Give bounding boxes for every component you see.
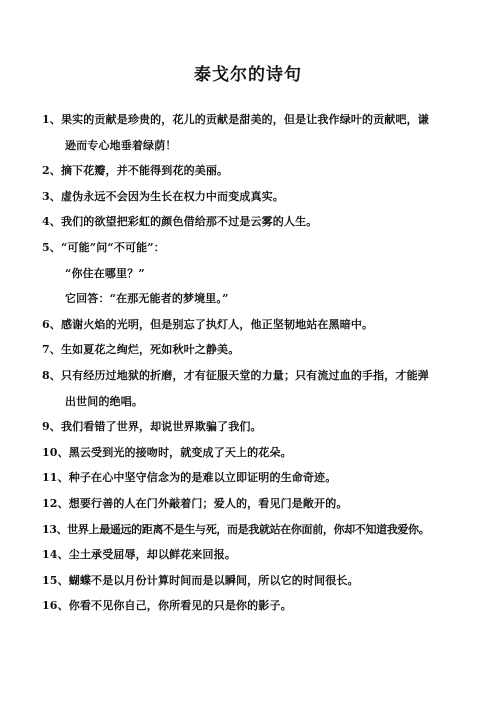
poem-line-13: 13、世界上最遥远的距离不是生与死，而是我就站在你面前，你却不知道我爱你。 <box>42 522 430 536</box>
poem-line-11: 11、种子在心中坚守信念为的是难以立即证明的生命奇迹。 <box>42 471 337 485</box>
poem-line-3: 3、虚伪永远不会因为生长在权力中而变成真实。 <box>42 189 284 203</box>
poem-line-5: 5、“可能”问“不可能”： <box>42 240 165 254</box>
poem-line-10: 10、黑云受到光的接吻时，就变成了天上的花朵。 <box>42 445 292 459</box>
poem-line-16: 16、你看不见你自己，你所看见的只是你的影子。 <box>42 599 292 613</box>
poem-list <box>42 112 460 624</box>
poem-line-12: 12、想要行善的人在门外敲着门；爱人的，看见门是敞开的。 <box>42 496 348 510</box>
poem-line-14: 14、尘土承受屈辱，却以鲜花来回报。 <box>42 548 237 562</box>
poem-line-7: 7、生如夏花之绚烂，死如秋叶之静美。 <box>42 343 240 357</box>
poem-line-4: 4、我们的欲望把彩虹的颜色借给那不过是云雾的人生。 <box>42 215 318 229</box>
document-title: 泰戈尔的诗句 <box>194 65 302 85</box>
poem-line-8-continued: 出世间的绝唱。 <box>65 394 144 408</box>
poem-line-5-question: “你住在哪里？” <box>65 266 145 280</box>
poem-line-9: 9、我们看错了世界，却说世界欺骗了我们。 <box>42 420 262 434</box>
poem-line-8: 8、只有经历过地狱的折磨，才有征服天堂的力量；只有流过血的手指，才能弹 <box>42 368 429 382</box>
poem-line-2: 2、摘下花瓣，并不能得到花的美丽。 <box>42 164 229 178</box>
poem-line-6: 6、感谢火焰的光明，但是别忘了执灯人，他正坚韧地站在黑暗中。 <box>42 317 374 331</box>
poem-line-1: 1、果实的贡献是珍贵的，花儿的贡献是甜美的，但是让我作绿叶的贡献吧，谦 <box>42 113 429 126</box>
poem-line-15: 15、蝴蝶不是以月份计算时间而是以瞬间，所以它的时间很长。 <box>42 573 359 587</box>
poem-line-1-continued: 逊而专心地垂着绿荫！ <box>65 138 177 152</box>
poem-line-5-answer: 它回答：“在那无能者的梦境里。” <box>65 292 229 306</box>
